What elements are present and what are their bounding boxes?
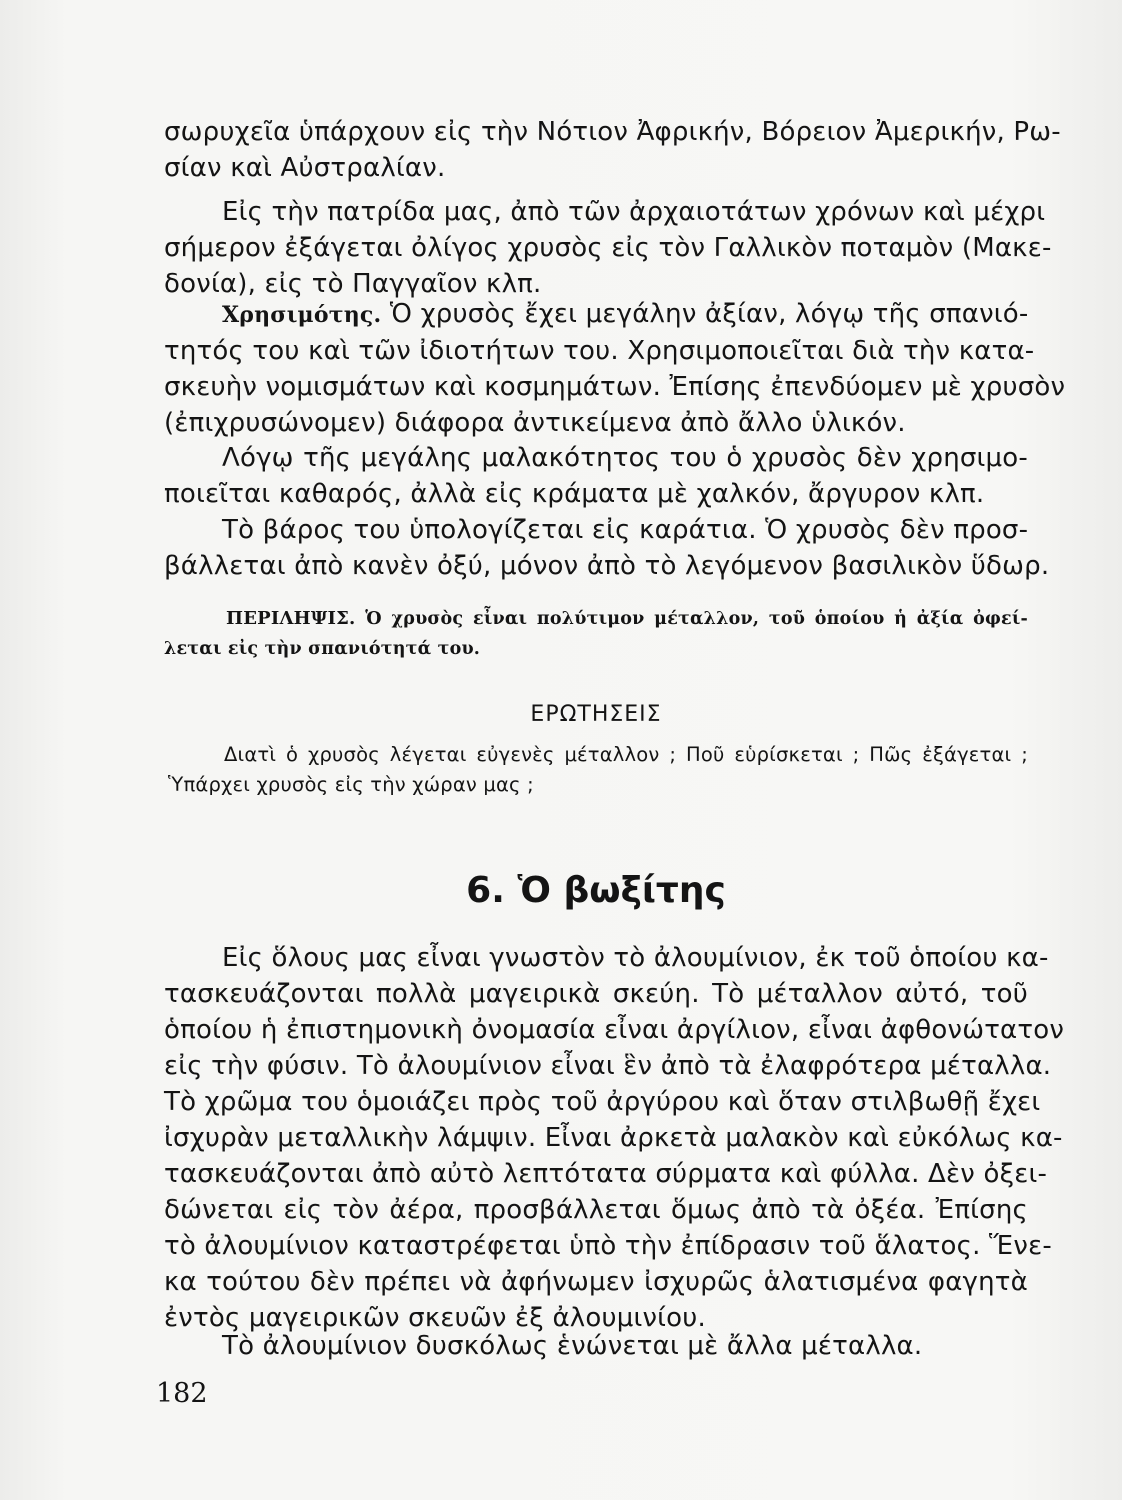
- question-line: Διατὶ ὁ χρυσὸς λέγεται εὐγενὲς μέταλλον ; Ποῦ εὑρίσκεται ; Πῶς ἐξάγεται ;: [224, 743, 1028, 766]
- text-line: Τὸ ἀλουμίνιον δυσκόλως ἑνώνεται μὲ ἄλλα μέταλλα.: [222, 1331, 923, 1361]
- text-run: Ὁ χρυσὸς εἶναι πολύτιμον μέταλλον, τοῦ ὁποίου ἡ ἀξία ὀφεί-: [365, 609, 1028, 629]
- question-line: Ὑπάρχει χρυσὸς εἰς τὴν χώραν μας ;: [168, 773, 534, 796]
- text-line: [164, 296, 1028, 333]
- text-line: δώνεται εἰς τὸν ἀέρα, προσβάλλεται ὅμως ἀπὸ τὰ ὀξέα. Ἐπίσης: [164, 1195, 1028, 1225]
- questions-heading: ΕΡΩΤΗΣΕΙΣ: [530, 702, 662, 727]
- usefulness-heading: Χρησιμότης.: [222, 302, 382, 328]
- text-line: κα τούτου δὲν πρέπει νὰ ἀφήνωμεν ἰσχυρῶς ἁλατισμένα φαγητὰ: [164, 1267, 1028, 1297]
- text-line: σίαν καὶ Αὐστραλίαν.: [164, 153, 446, 183]
- questions-block: [164, 702, 1028, 802]
- text-line: δονία), εἰς τὸ Παγγαῖον κλπ.: [164, 269, 542, 299]
- text-line: εἰς τὴν φύσιν. Τὸ ἀλουμίνιον εἶναι ἓν ἀπὸ τὰ ἐλαφρότερα μέταλλα.: [164, 1051, 1052, 1081]
- text-line: τητός του καὶ τῶν ἰδιοτήτων του. Χρησιμοποιεῖται διὰ τὴν κατα-: [164, 336, 1035, 366]
- text-line: Τὸ βάρος του ὑπολογίζεται εἰς καράτια. Ὁ χρυσὸς δὲν προσ-: [222, 515, 1029, 545]
- text-line: λεται εἰς τὴν σπανιότητά του.: [164, 639, 481, 659]
- text-line: ἐντὸς μαγειρικῶν σκευῶν ἐξ ἀλουμινίου.: [164, 1303, 706, 1333]
- paragraph-greece-gold: [164, 194, 1052, 302]
- text-line: [164, 604, 1028, 634]
- text-line: τὸ ἀλουμίνιον καταστρέφεται ὑπὸ τὴν ἐπίδρασιν τοῦ ἅλατος. Ἕνε-: [164, 1231, 1052, 1261]
- text-run: Ὁ χρυσὸς ἔχει μεγάλην ἀξίαν, λόγῳ τῆς σπανιό-: [389, 299, 1029, 329]
- summary-block: [164, 604, 1028, 664]
- text-line: Λόγῳ τῆς μεγάλης μαλακότητος του ὁ χρυσὸς δὲν χρησιμο-: [222, 443, 1028, 473]
- text-line: βάλλεται ἀπὸ κανὲν ὀξύ, μόνον ἀπὸ τὸ λεγόμενον βασιλικὸν ὕδωρ.: [164, 551, 1050, 581]
- page-number: 182: [156, 1378, 208, 1409]
- text-line: Εἰς ὅλους μας εἶναι γνωστὸν τὸ ἀλουμίνιον, ἐκ τοῦ ὁποίου κα-: [222, 943, 1049, 973]
- paragraph-final: [164, 1328, 1028, 1364]
- paragraph-weight: [164, 512, 1050, 584]
- text-line: (ἐπιχρυσώνομεν) διάφορα ἀντικείμενα ἀπὸ ἄλλο ὑλικόν.: [164, 408, 906, 438]
- text-line: τασκευάζονται πολλὰ μαγειρικὰ σκεύη. Τὸ μέταλλον αὐτό, τοῦ: [164, 979, 1028, 1009]
- text-line: ἰσχυρὰν μεταλλικὴν λάμψιν. Εἶναι ἀρκετὰ μαλακὸν καὶ εὐκόλως κα-: [164, 1123, 1063, 1153]
- paragraph-usefulness: [164, 296, 1066, 441]
- text-line: σκευὴν νομισμάτων καὶ κοσμημάτων. Ἐπίσης ἐπενδύομεν μὲ χρυσὸν: [164, 372, 1066, 402]
- section-title: 6. Ὁ βωξίτης: [466, 870, 726, 911]
- text-line: ὁποίου ἡ ἐπιστημονικὴ ὀνομασία εἶναι ἀργίλιον, εἶναι ἀφθονώτατον: [164, 1015, 1065, 1045]
- text-line: τασκευάζονται ἀπὸ αὐτὸ λεπτότατα σύρματα καὶ φύλλα. Δὲν ὀξει-: [164, 1159, 1048, 1189]
- paragraph-aluminium: [164, 940, 1065, 1336]
- text-line: σήμερον ἐξάγεται ὀλίγος χρυσὸς εἰς τὸν Γαλλικὸν ποταμὸν (Μακε-: [164, 233, 1052, 263]
- text-line: σωρυχεῖα ὑπάρχουν εἰς τὴν Νότιον Ἀφρικήν, Βόρειον Ἀμερικήν, Ρω-: [164, 117, 1061, 147]
- paragraph-softness: [164, 440, 1028, 512]
- text-line: Τὸ χρῶμα του ὁμοιάζει πρὸς τοῦ ἀργύρου καὶ ὅταν στιλβωθῇ ἔχει: [164, 1087, 1041, 1117]
- paragraph-gold-deposits: [164, 114, 1061, 186]
- section-title-block: [164, 870, 1028, 920]
- summary-heading: ΠΕΡΙΛΗΨΙΣ.: [226, 608, 356, 629]
- text-line: ποιεῖται καθαρός, ἀλλὰ εἰς κράματα μὲ χαλκόν, ἄργυρον κλπ.: [164, 479, 985, 509]
- text-line: Εἰς τὴν πατρίδα μας, ἀπὸ τῶν ἀρχαιοτάτων χρόνων καὶ μέχρι: [222, 197, 1046, 227]
